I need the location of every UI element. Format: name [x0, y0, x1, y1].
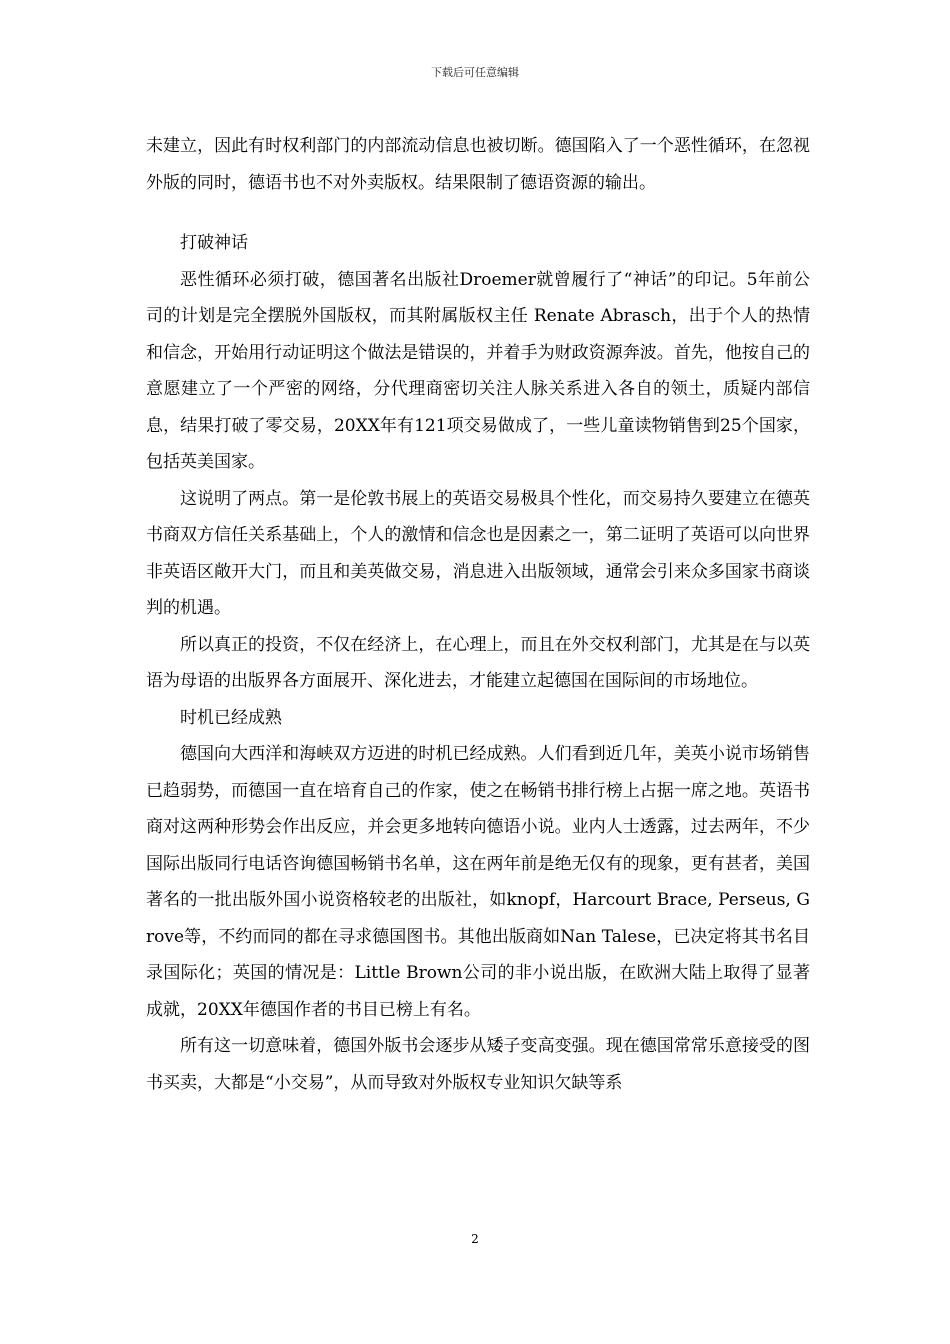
paragraph-continuation: 未建立，因此有时权利部门的内部流动信息也被切断。德国陷入了一个恶性循环，在忽视外版的同时，德语书也不对外卖版权。结果限制了德语资源的输出。: [146, 136, 810, 193]
paragraph: 恶性循环必须打破，德国著名出版社Droemer就曾履行了“神话”的印记。5年前公司的计划是完全摆脱外国版权，而其附属版权主任 Renate Abrasch，出于个人的热情和信念，开始用行动证明这个做法是错误的，并着手为财政资源奔波。首先，他按自己的意愿建立了一个严密的网络，分代理商密切关注人脉关系进入各自的领土，质疑内部信息，结果打破了零交易，20XX年有121项交易做成了，一些儿童读物销售到25个国家，包括英美国家。: [146, 269, 810, 472]
document-body: [146, 128, 810, 1101]
paragraph: 这说明了两点。第一是伦敦书展上的英语交易极具个性化，而交易持久要建立在德英书商双方信任关系基础上，个人的激情和信念也是因素之一，第二证明了英语可以向世界非英语区敞开大门，而且和美英做交易，消息进入出版领域，通常会引来众多国家书商谈判的机遇。: [146, 488, 810, 618]
page-header: 下载后可任意编辑: [431, 66, 519, 79]
paragraph: 德国向大西洋和海峡双方迈进的时机已经成熟。人们看到近几年，美英小说市场销售已趋弱势，而德国一直在培育自己的作家，使之在畅销书排行榜上占据一席之地。英语书商对这两种形势会作出反应，并会更多地转向德语小说。业内人士透露，过去两年，不少国际出版同行电话咨询德国畅销书名单，这在两年前是绝无仅有的现象，更有甚者，美国著名的一批出版外国小说资格较老的出版社，如knopf，Harcourt Brace, Perseus, Grove等，不约而同的都在寻求德国图书。其他出版商如Nan Talese，已决定将其书名目录国际化；英国的情况是：Little Brown公司的非小说出版，在欧洲大陆上取得了显著成就，20XX年德国作者的书目已榜上有名。: [146, 744, 810, 1020]
section-heading-breaking-myth: 打破神话: [180, 233, 248, 253]
page-number: 2: [471, 1232, 479, 1246]
paragraph: 所有这一切意味着，德国外版书会逐步从矮子变高变强。现在德国常常乐意接受的图书买卖，大都是“小交易”，从而导致对外版权专业知识欠缺等系: [146, 1036, 810, 1093]
section-heading-time-is-ripe: 时机已经成熟: [180, 707, 282, 728]
paragraph: 所以真正的投资，不仅在经济上，在心理上，而且在外交权利部门，尤其是在与以英语为母语的出版界各方面展开、深化进去，才能建立起德国在国际间的市场地位。: [146, 634, 810, 691]
